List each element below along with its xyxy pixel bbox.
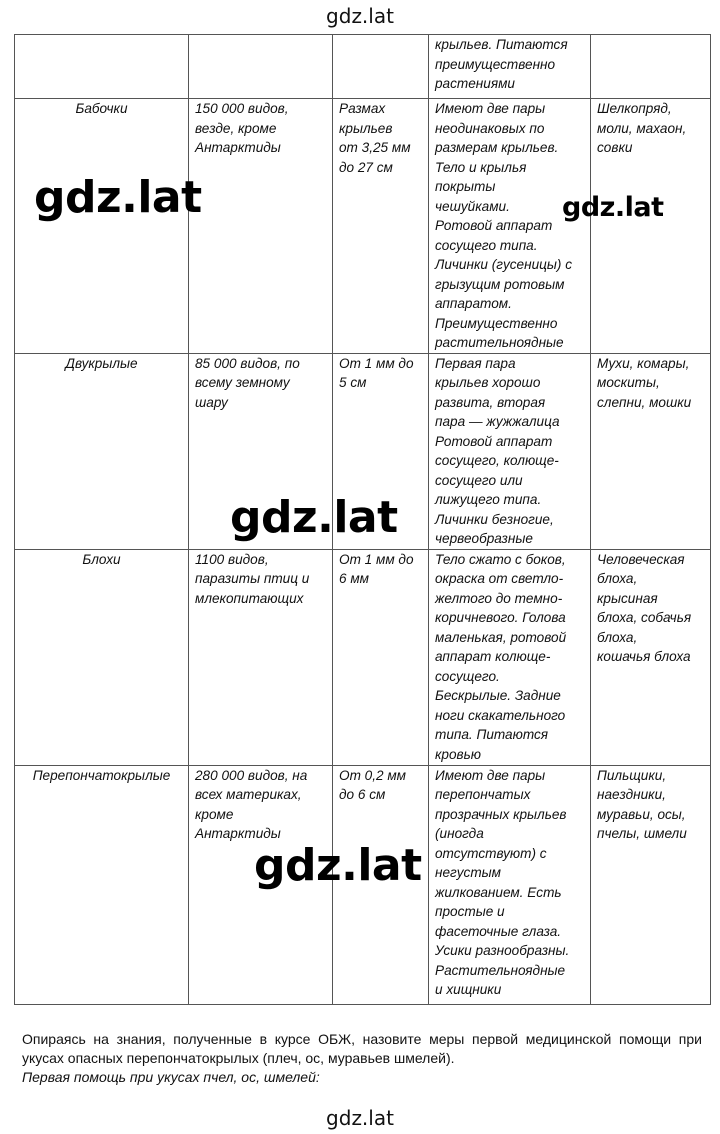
order-name: Бабочки: [75, 101, 128, 116]
spread-cell: [189, 35, 333, 99]
cell-line: 1100 видов,: [195, 551, 269, 567]
cell-line: маленькая, ротовой: [435, 629, 567, 645]
cell-line: до 6 см: [339, 787, 386, 802]
order-name: Перепончатокрылые: [32, 767, 171, 783]
cell-line: (иногда: [435, 826, 484, 841]
cell-line: кровью: [435, 746, 482, 762]
cell-line: блоха,: [597, 629, 638, 645]
cell-line: Первая пара: [435, 355, 516, 371]
cell-line: размерам крыльев.: [435, 140, 559, 155]
cell-line: млекопитающих: [195, 590, 304, 606]
watermark: gdz.lat: [230, 492, 398, 543]
cell-line: простые и: [435, 904, 505, 919]
features-cell: [429, 35, 591, 99]
cell-line: сосущего или: [435, 472, 523, 488]
cell-line: крыльев хорошо: [435, 375, 541, 390]
cell-line: отсутствуют) с: [435, 845, 547, 861]
cell-line: до 27 см: [339, 159, 393, 175]
cell-line: растениями: [435, 76, 515, 91]
features-cell: [429, 353, 591, 549]
cell-line: Шелкопряд,: [597, 101, 672, 116]
cell-line: Мухи, комары,: [597, 355, 690, 371]
cell-line: прозрачных крыльев: [435, 806, 567, 822]
cell-line: моли, махаон,: [597, 120, 687, 136]
cell-line: блоха,: [597, 571, 638, 586]
examples-cell: [591, 549, 711, 765]
cell-line: Ротовой аппарат: [435, 433, 553, 449]
cell-line: Усики разнообразны.: [435, 943, 570, 958]
examples-cell: [591, 353, 711, 549]
cell-line: везде, кроме: [195, 120, 277, 136]
order-name: Двукрылые: [65, 355, 138, 371]
cell-line: преимущественно: [435, 56, 556, 72]
cell-line: Имеют две пары: [435, 767, 546, 783]
cell-line: блоха, собачья: [597, 610, 692, 625]
cell-line: крыльев. Питаются: [435, 37, 568, 52]
cell-line: совки: [597, 140, 633, 155]
cell-line: ноги скакательного: [435, 707, 566, 723]
cell-line: 6 мм: [339, 571, 369, 586]
cell-line: типа. Питаются: [435, 727, 549, 742]
cell-line: желтого до темно-: [435, 590, 563, 606]
cell-line: сосущего.: [435, 668, 500, 684]
cell-line: Растительноядные: [435, 962, 566, 978]
cell-line: Антарктиды: [195, 140, 281, 155]
cell-line: крыльев: [339, 120, 393, 136]
order-name-cell: [15, 353, 189, 549]
spread-cell: [189, 99, 333, 354]
cell-line: грызущим ротовым: [435, 276, 565, 292]
cell-line: слепни, мошки: [597, 394, 692, 410]
order-name-cell: [15, 765, 189, 1004]
cell-line: чешуйками.: [435, 198, 510, 214]
cell-line: 280 000 видов, на: [195, 767, 308, 783]
table-row: [15, 99, 711, 354]
cell-line: От 1 мм до: [339, 551, 414, 567]
cell-line: Ротовой аппарат: [435, 218, 553, 233]
size-cell: [333, 99, 429, 354]
cell-line: Пильщики,: [597, 767, 667, 783]
cell-line: сосущего типа.: [435, 237, 538, 253]
order-name-cell: [15, 35, 189, 99]
watermark: gdz.lat: [254, 840, 422, 891]
size-cell: [333, 549, 429, 765]
cell-line: Преимущественно: [435, 315, 558, 331]
cell-line: паразиты птиц и: [195, 571, 310, 586]
site-header: gdz.lat: [326, 4, 394, 28]
features-cell: [429, 99, 591, 354]
features-cell: [429, 765, 591, 1004]
cell-line: и хищники: [435, 982, 502, 997]
examples-cell: [591, 35, 711, 99]
cell-line: неодинаковых по: [435, 120, 545, 136]
order-name: Блохи: [82, 551, 121, 567]
cell-line: покрыты: [435, 179, 496, 194]
cell-line: негустым: [435, 865, 501, 880]
cell-line: червеобразные: [435, 531, 533, 546]
table-row: [15, 35, 711, 99]
cell-line: развита, вторая: [435, 394, 546, 410]
cell-line: пчелы, шмели: [597, 826, 687, 841]
cell-line: перепончатых: [435, 787, 531, 802]
cell-line: муравьи, осы,: [597, 806, 686, 822]
cell-line: окраска от светло-: [435, 571, 564, 586]
examples-cell: [591, 99, 711, 354]
cell-line: Человеческая: [597, 551, 685, 567]
cell-line: Тело и крылья: [435, 159, 527, 175]
cell-line: наездники,: [597, 787, 666, 802]
cell-line: аппарат колюще-: [435, 649, 551, 664]
site-footer: gdz.lat: [326, 1106, 394, 1130]
size-cell: [333, 35, 429, 99]
features-cell: [429, 549, 591, 765]
cell-line: От 1 мм до: [339, 355, 414, 371]
spread-cell: [189, 549, 333, 765]
cell-line: пара — жужжалица: [435, 414, 560, 429]
cell-line: Личинки (гусеницы) с: [435, 257, 573, 272]
cell-line: шару: [195, 394, 228, 410]
watermark: gdz.lat: [562, 192, 664, 223]
cell-line: кошачья блоха: [597, 649, 691, 664]
cell-line: Личинки безногие,: [435, 511, 554, 527]
cell-line: крысиная: [597, 590, 658, 606]
question-text: Опираясь на знания, полученные в курсе ОБЖ, назовите меры первой медицинской помощи при укусах опасных перепончатокрылых (плеч, ос, муравьев шмелей).: [22, 1031, 702, 1066]
cell-line: сосущего, колюще-: [435, 453, 559, 468]
cell-line: аппаратом.: [435, 296, 512, 311]
cell-line: От 0,2 мм: [339, 767, 406, 783]
cell-line: фасеточные глаза.: [435, 923, 562, 939]
cell-line: Антарктиды: [195, 826, 281, 841]
cell-line: Размах: [339, 101, 386, 116]
cell-line: от 3,25 мм: [339, 140, 411, 155]
watermark: gdz.lat: [34, 172, 202, 223]
order-name-cell: [15, 549, 189, 765]
cell-line: Бескрылые. Задние: [435, 688, 561, 703]
order-name-cell: [15, 99, 189, 354]
cell-line: 85 000 видов, по: [195, 355, 300, 371]
cell-line: коричневого. Голова: [435, 610, 566, 625]
table-row: [15, 549, 711, 765]
examples-cell: [591, 765, 711, 1004]
cell-line: 150 000 видов,: [195, 101, 289, 116]
cell-line: жилкованием. Есть: [435, 884, 562, 900]
cell-line: Тело сжато с боков,: [435, 551, 566, 567]
cell-line: 5 см: [339, 375, 367, 390]
cell-line: растительноядные: [435, 335, 564, 350]
cell-line: кроме: [195, 806, 234, 822]
answer-lead-text: Первая помощь при укусах пчел, ос, шмелей:: [22, 1069, 320, 1085]
cell-line: лижущего типа.: [435, 492, 542, 507]
cell-line: москиты,: [597, 375, 660, 390]
cell-line: всех материках,: [195, 787, 302, 802]
cell-line: Имеют две пары: [435, 101, 546, 116]
cell-line: всему земному: [195, 375, 290, 390]
